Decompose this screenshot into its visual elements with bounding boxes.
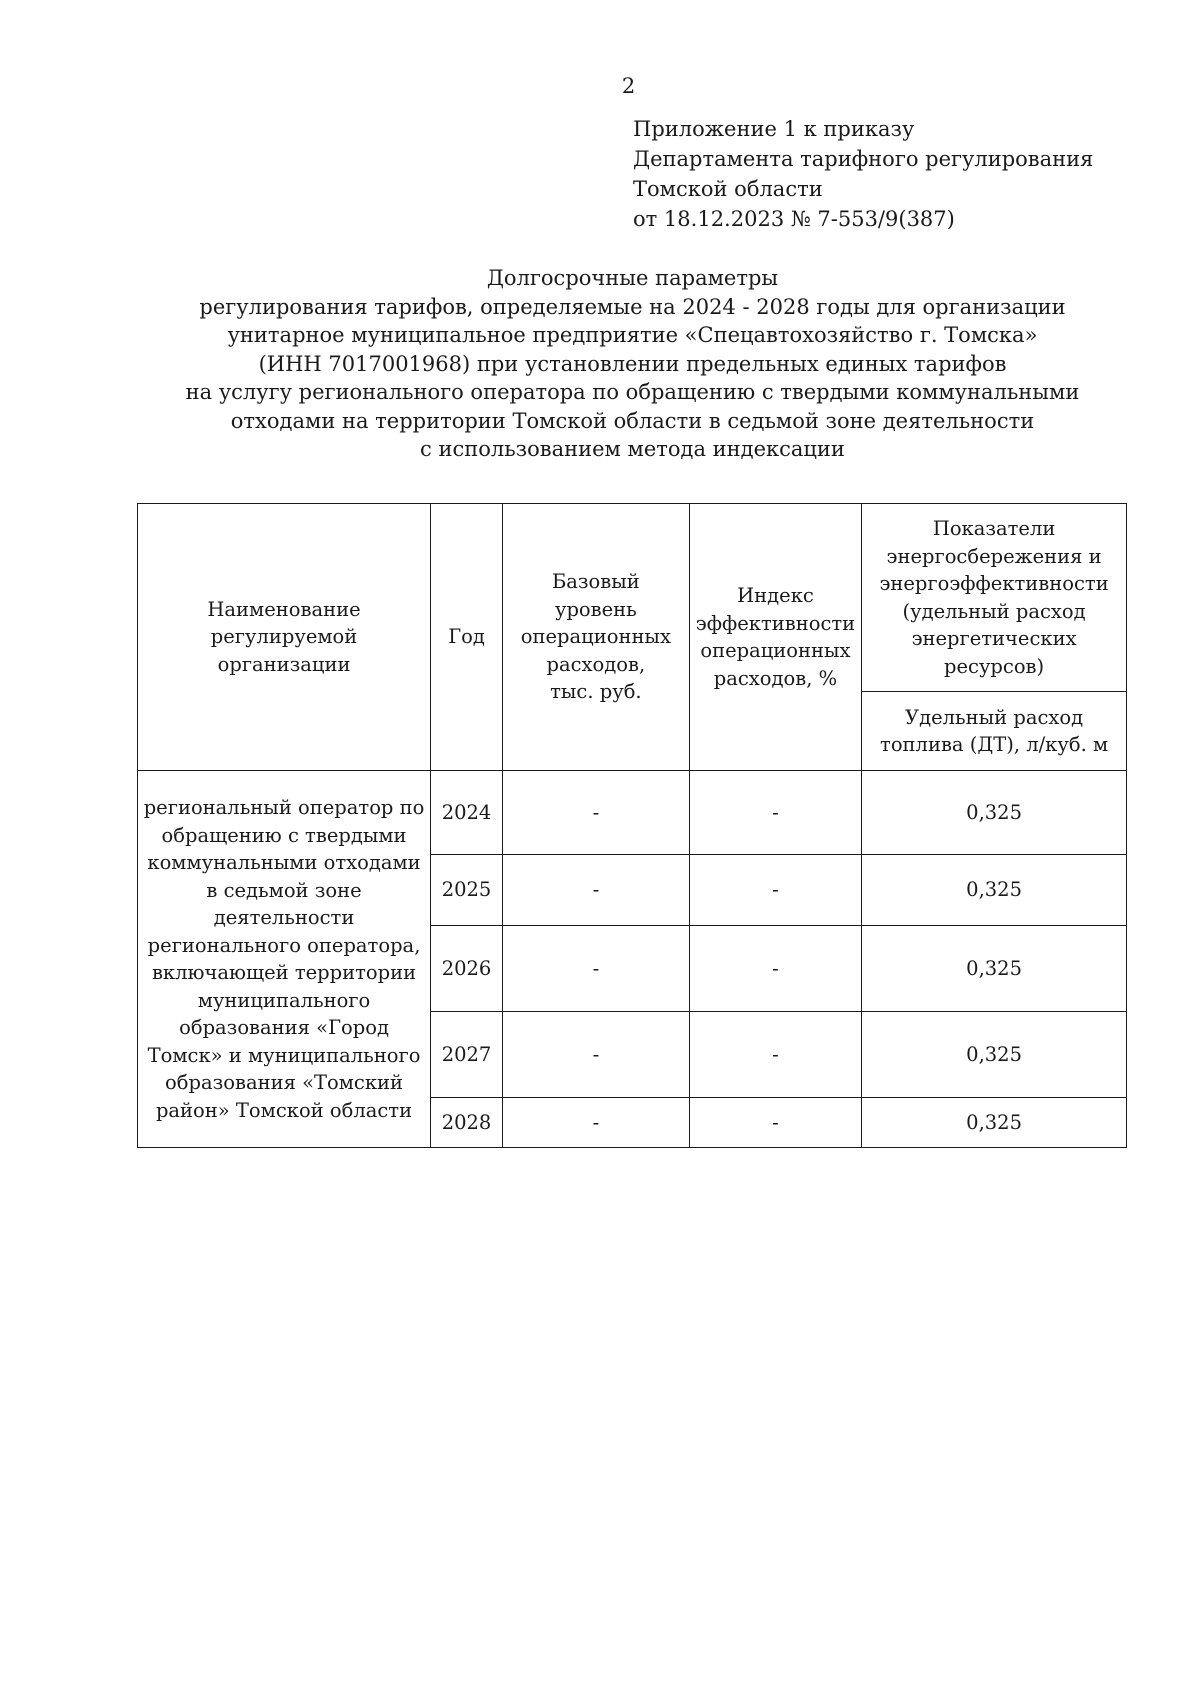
header-year (431, 504, 503, 771)
title-line: регулирования тарифов, определяемые на 2024 - 2028 годы для организации (199, 294, 1066, 319)
header-text: Наименование (207, 597, 361, 621)
fuel-consumption-cell: 0,325 (862, 771, 1127, 855)
header-fuel-consumption (862, 692, 1127, 771)
appendix-line: Томской области (633, 177, 823, 201)
org-text: муниципального (197, 988, 371, 1012)
year-cell: 2024 (431, 771, 503, 855)
page-number: 2 (621, 74, 636, 98)
fuel-consumption-cell: 0,325 (862, 1098, 1127, 1148)
title-line: Долгосрочные параметры (486, 266, 779, 290)
efficiency-index-cell: - (689, 926, 861, 1012)
header-text: (удельный расход (902, 599, 1086, 623)
efficiency-index-cell: - (689, 771, 861, 855)
title-line: отходами на территории Томской области в седьмой зоне деятельности (230, 408, 1035, 433)
table-row (138, 771, 1127, 855)
header-text: энергоэффективности (879, 572, 1109, 595)
header-text: эффективности (695, 611, 856, 635)
efficiency-index-cell: - (689, 1012, 861, 1098)
year-cell: 2027 (431, 1012, 503, 1098)
title-line: на услугу регионального оператора по обращению с твердыми коммунальными (185, 380, 1080, 404)
header-energy-indicators (862, 504, 1127, 692)
appendix-line: от 18.12.2023 № 7-553/9(387) (633, 207, 955, 231)
header-text: ресурсов) (944, 654, 1045, 678)
appendix-line: Приложение 1 к приказу (633, 117, 915, 141)
base-opex-cell: - (502, 926, 689, 1012)
header-text: энергетических (911, 627, 1077, 650)
appendix-block (633, 114, 1093, 234)
header-text: топлива (ДТ), л/куб. м (880, 733, 1109, 756)
fuel-consumption-cell: 0,325 (862, 926, 1127, 1012)
year-cell: 2026 (431, 926, 503, 1012)
org-text: в седьмой зоне (206, 878, 362, 902)
header-base-opex (502, 504, 689, 771)
header-text: регулируемой (210, 625, 358, 649)
header-text: Показатели (932, 517, 1056, 540)
header-text: организации (217, 652, 351, 676)
base-opex-cell: - (502, 771, 689, 855)
org-text: деятельности (213, 906, 355, 929)
organization-name-cell (138, 771, 431, 1148)
header-text: Год (448, 625, 485, 649)
header-text: энергосбережения и (886, 544, 1102, 568)
efficiency-index-cell: - (689, 855, 861, 926)
header-organization (138, 504, 431, 771)
org-text: обращению с твердыми (161, 823, 407, 847)
base-opex-cell: - (502, 1012, 689, 1098)
document-title (0, 264, 1200, 464)
fuel-consumption-cell: 0,325 (862, 1012, 1127, 1098)
header-efficiency-index (689, 504, 861, 771)
header-text: операционных (520, 625, 671, 649)
header-text: Индекс (737, 584, 814, 607)
title-line: (ИНН 7017001968) при установлении предельных единых тарифов (258, 351, 1007, 376)
org-text: регионального оператора, (147, 933, 421, 957)
org-text: образования «Город (179, 1016, 389, 1039)
header-text: расходов, (546, 652, 646, 676)
appendix-line: Департамента тарифного регулирования (633, 147, 1094, 171)
base-opex-cell: - (502, 1098, 689, 1148)
org-text: коммунальными отходами (147, 851, 421, 874)
org-text: включающей территории (151, 961, 417, 984)
year-cell: 2028 (431, 1098, 503, 1148)
tariff-parameters-table (137, 503, 1127, 1148)
org-text: региональный оператор по (143, 796, 425, 819)
org-text: образования «Томский (165, 1071, 404, 1094)
table-header-row (138, 504, 1127, 692)
year-cell: 2025 (431, 855, 503, 926)
org-text: Томск» и муниципального (147, 1043, 421, 1067)
header-text: расходов, % (713, 666, 838, 690)
title-line: с использованием метода индексации (420, 437, 845, 461)
header-text: тыс. руб. (550, 680, 642, 704)
header-text: Удельный расход (905, 705, 1084, 729)
header-text: Базовый (551, 570, 640, 594)
header-text: уровень (554, 597, 637, 621)
efficiency-index-cell: - (689, 1098, 861, 1148)
fuel-consumption-cell: 0,325 (862, 855, 1127, 926)
header-text: операционных (700, 639, 851, 662)
title-line: унитарное муниципальное предприятие «Спецавтохозяйство г. Томска» (227, 323, 1038, 347)
org-text: район» Томской области (155, 1098, 413, 1122)
base-opex-cell: - (502, 855, 689, 926)
